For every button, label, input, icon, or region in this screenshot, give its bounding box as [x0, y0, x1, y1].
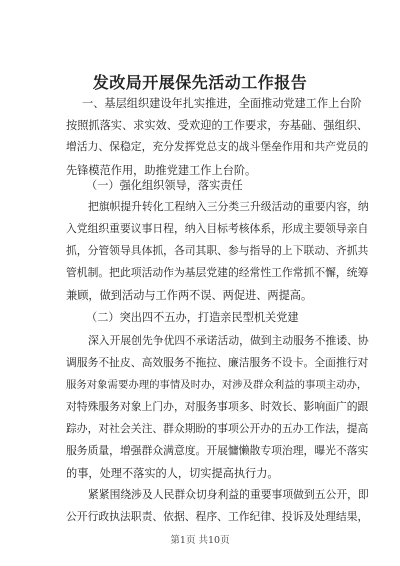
body-line: 服务质量，增强群众满意度。开展慵懒散专项治理，曝光不落实 — [66, 444, 369, 457]
body-line: 抓，分管领导具体抓，各司其职、参与指导的上下联动、齐抓共 — [66, 244, 369, 257]
document-title: 发改局开展保先活动工作报告 — [92, 73, 308, 92]
body-line: 深入开展创先争优四不承诺活动，做到主动服务不推诿、协 — [88, 334, 369, 347]
body-line: 兼顾，做到活动与工作两不误、两促进、两提高。 — [66, 289, 313, 302]
body-line: 入党组织重要议事日程，纳入目标考核体系，形成主要领导亲自 — [66, 222, 369, 235]
body-line: 管机制。把此项活动作为基层党建的经常性工作常抓不懈，统筹 — [66, 266, 369, 279]
body-line: 踪办，对社会关注、群众期盼的事项公开办的五办工作法，提高 — [66, 422, 369, 435]
body-line: 一、基层组织建设年扎实推进，全面推动党建工作上台阶 — [82, 97, 362, 110]
body-line: 调服务不扯皮、高效服务不拖拉、廉洁服务不设卡。全面推行对 — [66, 356, 369, 369]
page-footer: 第1页 共10页 — [170, 535, 230, 546]
body-line: 紧紧围绕涉及人民群众切身利益的重要事项做到五公开，即 — [88, 488, 369, 501]
body-line: 公开行政执法职责、依据、程序、工作纪律、投诉及处理结果， — [66, 510, 369, 523]
body-line: 先锋模范作用，助推党建工作上台阶。 — [66, 164, 257, 177]
body-line: 按照抓落实、求实效、受欢迎的工作要求，夯基础、强组织、 — [66, 119, 369, 132]
body-line: 把旗帜提升转化工程纳入三分类三升级活动的重要内容，纳 — [88, 200, 369, 213]
section-heading: （一）强化组织领导，落实责任 — [86, 179, 243, 192]
body-line: 服务对象需要办理的事情及时办，对涉及群众利益的事项主动办， — [66, 379, 368, 391]
section-heading: （二）突出四不五办，打造亲民型机关党建 — [86, 311, 299, 324]
body-line: 对特殊服务对象上门办，对服务事项多、时效长、影响面广的跟 — [66, 400, 369, 413]
body-line: 的事，处理不落实的人，切实提高执行力。 — [66, 467, 279, 480]
body-line: 增活力、保稳定，充分发挥党总支的战斗堡垒作用和共产党员的 — [66, 140, 369, 153]
